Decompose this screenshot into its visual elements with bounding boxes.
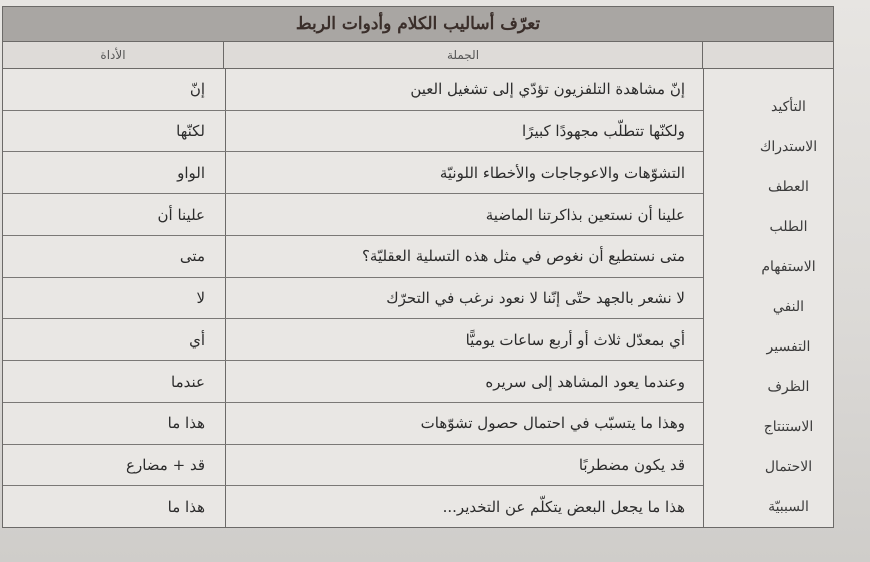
connectors-table: [2, 6, 834, 528]
tool-cell: لا: [196, 289, 205, 308]
style-label: الاستفهام: [761, 259, 816, 275]
table-row: [3, 194, 703, 236]
table-row: [3, 236, 703, 278]
style-label: الظرف: [767, 379, 810, 395]
style-label: العطف: [768, 179, 809, 195]
style-label: الاحتمال: [764, 459, 813, 475]
table-row: [3, 319, 703, 361]
sentence-cell: التشوّهات والاعوجاجات والأخطاء اللونيّة: [225, 152, 703, 193]
sentence-cell: ولكنّها تتطلّب مجهودًا كبيرًا: [225, 111, 703, 152]
sentence-cell: أي بمعدّل ثلاث أو أربع ساعات يوميًّا: [225, 319, 703, 360]
sentence-cell: علينا أن نستعين بذاكرتنا الماضية: [225, 194, 703, 235]
table-row: [3, 361, 703, 403]
tool-cell: أي: [189, 330, 205, 349]
table-row: [3, 152, 703, 194]
tool-cell: هذا ما: [167, 497, 205, 516]
sentence-cell: وهذا ما يتسبّب في احتمال حصول تشوّهات: [225, 403, 703, 444]
style-label: التفسير: [766, 339, 811, 355]
table-row: [3, 445, 703, 487]
tool-cell: الواو: [177, 163, 205, 182]
tool-cell: متى: [179, 247, 205, 266]
sentence-cell: قد يكون مضطربًا: [225, 445, 703, 486]
tool-cell: لكنّها: [176, 122, 205, 141]
sentence-header: الجملة: [223, 42, 702, 68]
tool-cell: قد + مضارع: [126, 455, 205, 474]
sentence-cell: إنّ مشاهدة التلفزيون تؤدّي إلى تشغيل العين: [225, 69, 703, 110]
table-header-row: [3, 42, 833, 69]
table-row: [3, 278, 703, 320]
style-header-cell: [702, 42, 833, 68]
style-label: الاستدراك: [759, 139, 818, 155]
rows-column: [3, 69, 703, 527]
tool-cell: إنّ: [189, 80, 205, 99]
style-label: الطلب: [769, 219, 808, 235]
table-row: [3, 486, 703, 527]
sentence-cell: متى نستطيع أن نغوص في مثل هذه التسلية العقليّة؟: [225, 236, 703, 277]
table-row: [3, 403, 703, 445]
sentence-cell: هذا ما يجعل البعض يتكلّم عن التخدير...: [225, 486, 703, 527]
tool-header: الأداة: [100, 48, 126, 62]
style-label: الاستنتاج: [763, 419, 814, 435]
table-body: [3, 69, 833, 527]
table-title: تعرّف أساليب الكلام وأدوات الربط: [3, 7, 833, 42]
table-row: [3, 69, 703, 111]
table-row: [3, 111, 703, 153]
sentence-cell: وعندما يعود المشاهد إلى سريره: [225, 361, 703, 402]
tool-cell: عندما: [171, 372, 205, 391]
style-label: السببيّة: [768, 499, 809, 515]
style-label: النفي: [772, 299, 805, 315]
tool-cell: علينا أن: [157, 205, 205, 224]
tool-cell: هذا ما: [167, 414, 205, 433]
sentence-cell: لا نشعر بالجهد حتّى إنّنا لا نعود نرغب في التحرّك: [225, 278, 703, 319]
style-column: [703, 69, 833, 527]
style-label: التأكيد: [771, 99, 806, 115]
